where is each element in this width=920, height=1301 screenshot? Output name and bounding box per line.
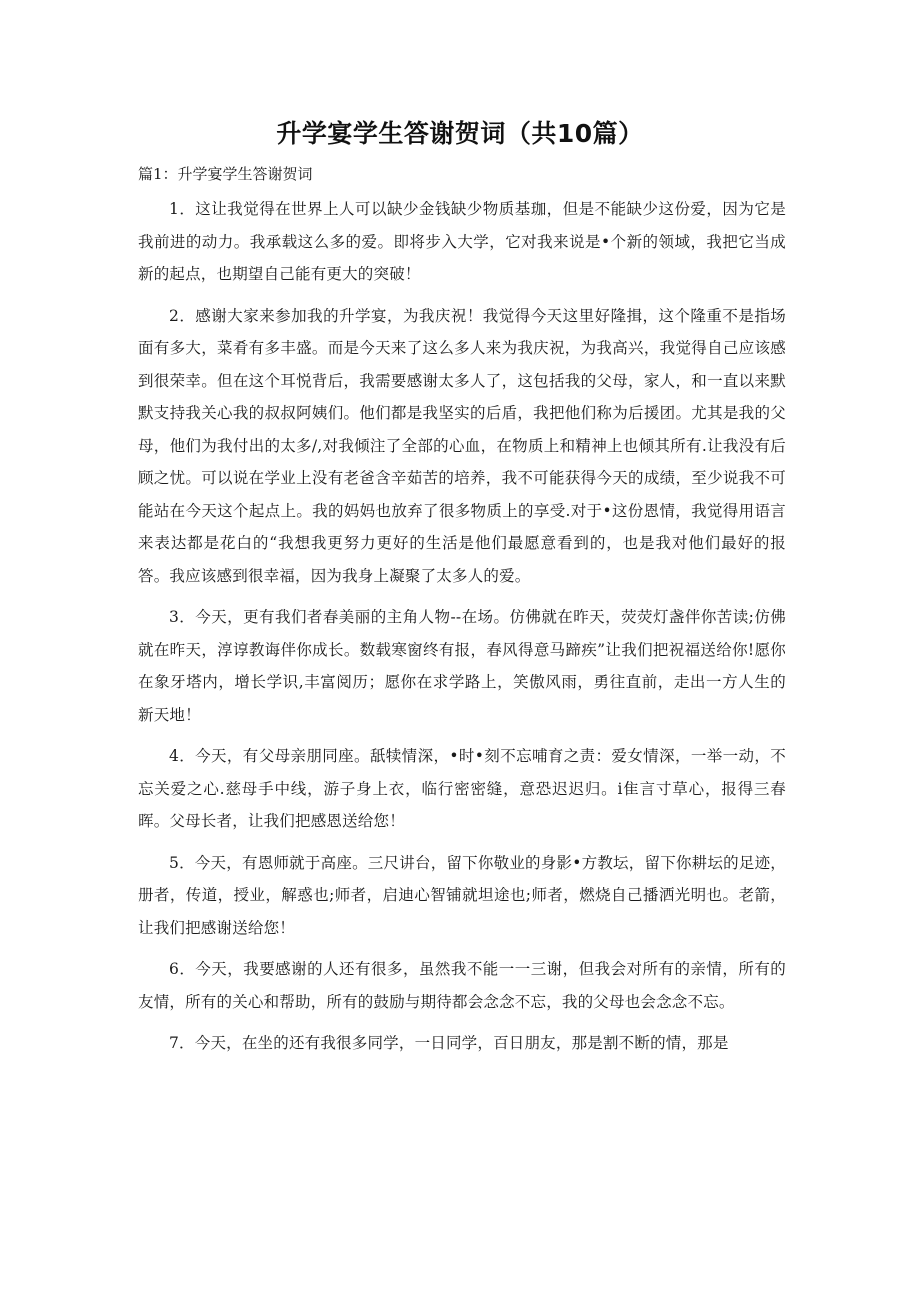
paragraph-2: 2．感谢大家来参加我的升学宴，为我庆祝！我觉得今天这里好隆揖，这个隆重不是指场面有多大，菜肴有多丰盛。而是今天来了这么多人来为我庆祝，为我高兴，我觉得自己应该感到很荣幸。但在这个耳悦背后，我需要感谢太多人了，这包括我的父母，家人，和一直以来默默支持我关心我的叔叔阿姨们。他们都是我坚实的后盾，我把他们称为后援团。尤其是我的父母，他们为我付出的太多/,对我倾注了全部的心血，在物质上和精神上也倾其所有.让我没有后顾之忧。可以说在学业上没有老爸含辛茹苦的培养，我不可能获得今天的成绩，至少说我不可能站在今天这个起点上。我的妈妈也放弃了很多物质上的享受.对于•这份恩情，我觉得用语言来表达都是花白的“我想我更努力更好的生活是他们最愿意看到的，也是我对他们最好的报答。我应该感到很幸福，因为我身上凝聚了太多人的爱。 — [138, 306, 786, 585]
section-heading: 篇1：升学宴学生答谢贺词 — [138, 165, 313, 183]
document-body — [138, 193, 786, 1069]
paragraph-3: 3．今天，更有我们者春美丽的主角人物--在场。仿佛就在昨天，荧荧灯盏伴你苦读;仿佛就在昨天，淳谆教诲伴你成长。数载寒窗终有报，春风得意马蹄疾”让我们把祝福送给你!愿你在象牙塔内，增长学识,丰富阅历；愿你在求学路上，笑傲风雨，勇往直前，走出一方人生的新天地！ — [138, 608, 786, 724]
paragraph-7: 7．今天，在坐的还有我很多同学，一日同学，百日朋友，那是割不断的情，那是 — [169, 1034, 729, 1052]
document-title: 升学宴学生答谢贺词（共10篇） — [276, 119, 644, 148]
paragraph-1: 1．这让我觉得在世界上人可以缺少金钱缺少物质基珈，但是不能缺少这份爱，因为它是我前进的动力。我承载这么多的爱。即将步入大学，它对我来说是•个新的领域，我把它当成新的起点，也期望自己能有更大的突破！ — [138, 200, 786, 283]
paragraph-4: 4．今天，有父母亲朋同座。舐犊情深，•时•刻不忘哺育之责：爱女情深，一举一动，不忘关爱之心.慈母手中线，游子身上衣，临行密密缝，意恐迟迟归。i隹言寸草心，报得三春晖。父母长者，让我们把感恩送给您！ — [138, 747, 786, 830]
paragraph-6: 6．今天，我要感谢的人还有很多，虽然我不能一一三谢，但我会对所有的亲情，所有的友情，所有的关心和帮助，所有的鼓励与期待都会念念不忘，我的父母也会念念不忘。 — [138, 960, 786, 1011]
paragraph-5: 5．今天，有恩师就于高座。三尺讲台，留下你敬业的身影•方教坛，留下你耕坛的足迹，册者，传道，授业，解惑也;师者，启迪心智铺就坦途也;师者，燃烧自己播洒光明也。老箭，让我们把感谢送给您！ — [138, 853, 786, 937]
